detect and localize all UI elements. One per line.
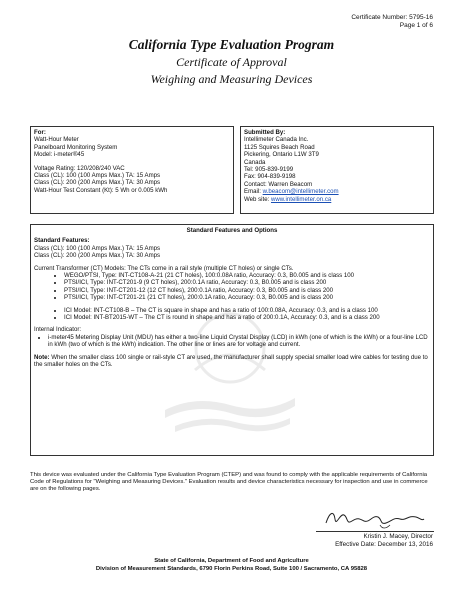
disclaimer: This device was evaluated under the California Type Evaluation Program (CTEP) and was found to comply with the applicable requirements of California Code of Regulations for "Weighing and Measuring Devices." Evaluation results and device characteristics necessary for inspection and use in commerce are on the following pages. [30, 472, 428, 493]
ct-intro: Current Transformer (CT) Models: The CTs come in a rail style (multiple CT holes) or single CTs. [34, 264, 294, 272]
company-name: Intellimeter Canada Inc. [244, 136, 309, 144]
system-name: Panelboard Monitoring System [34, 143, 118, 151]
feature-item: Class (CL): 100 (100 Amps Max.) TA: 15 Amps [34, 244, 161, 252]
features-heading: Standard Features: [34, 237, 90, 245]
class-200-rating: Class (CL): 200 (200 Amps Max.) TA: 30 Amps [34, 179, 161, 187]
email-link[interactable]: w.beacom@intellimeter.com [262, 188, 339, 196]
class-100-rating: Class (CL): 100 (100 Amps Max.) TA: 15 Amps [34, 172, 161, 180]
footer-agency: State of California, Department of Food and Agriculture [154, 558, 309, 564]
list-item: • ICI Model: INT-CT108-B – The CT is square in shape and has a ratio of 100:0.08A, Accuracy: 0.3, and is a class 100 [64, 307, 430, 314]
country: Canada [244, 158, 266, 166]
footer-address: Division of Measurement Standards, 6790 Florin Perkins Road, Suite 100 / Sacramento, CA 95828 [95, 566, 368, 572]
website-link[interactable]: www.intellimeter.on.ca [270, 195, 332, 203]
page-indicator: Page 1 of 6 [399, 22, 433, 29]
signature-icon [320, 505, 430, 531]
street-address: 1125 Squires Beach Road [244, 143, 315, 151]
signer-name: Kristin J. Macey, Director [363, 533, 433, 540]
email-row [244, 188, 430, 195]
effective-date: Effective Date: December 13, 2016 [335, 541, 433, 548]
test-constant: Watt-Hour Test Constant (Kt): 5 Wh or 0.005 kWh [34, 186, 168, 194]
signer-block [335, 533, 433, 549]
list-item: • i-meter45 Metering Display Unit (MDU) has either a two-line Liquid Crystal Display (LCD) in kWh (one of which is the kWh) or a four-line LCD in kWh (two of which is the kWh) indication. The other line or lines are for voltage and current. [48, 334, 430, 349]
certificate-title: Certificate of Approval [176, 55, 287, 69]
feature-item: Class (CL): 200 (200 Amps Max.) TA: 30 Amps [34, 252, 161, 260]
for-box [30, 126, 234, 214]
certificate-header [351, 14, 433, 30]
fax: Fax: 904-839-9198 [244, 173, 296, 181]
contact: Contact: Warren Beacom [244, 180, 313, 188]
devices-title: Weighing and Measuring Devices [150, 72, 313, 86]
email-label: Email: [244, 188, 263, 196]
telephone: Tel: 905-839-9199 [244, 166, 294, 174]
standard-features-title: Standard Features and Options [186, 227, 278, 234]
list-item: • PTSI/ICI, Type: INT-CT201-9 (9 CT holes), 200:0.1A ratio, Accuracy: 0.3, B0.005 and is class 200 [64, 279, 430, 286]
list-item: • WEGO/PTSI, Type: INT-CT108-A-21 (21 CT holes), 100:0.08A ratio, Accuracy: 0.3, B0.005 and is class 100 [64, 272, 430, 279]
program-title: California Type Evaluation Program [128, 37, 335, 52]
certificate-number: Certificate Number: 5795-16 [351, 14, 433, 21]
note-label: Note: [34, 353, 50, 361]
list-item: • ICI Model: INT-BT2015-WT – The CT is round in shape and has a ratio of 200:0.1A, Accuracy: 0.3, and is a class 200 [64, 314, 430, 321]
submitted-heading: Submitted By: [244, 129, 286, 136]
device-type: Watt-Hour Meter [34, 136, 79, 144]
seal-watermark-icon [155, 300, 305, 440]
note-text: When the smaller class 100 single or rail-style CT are used, the manufacturer shall supply special smaller load wire cables for testing due to the smaller holes on the CTs. [34, 353, 428, 369]
ct-model-list [34, 272, 430, 302]
submitted-by-box [240, 126, 434, 214]
website-row [244, 196, 430, 203]
list-item: • PTSI/ICI, Type: INT-CT201-12 (12 CT holes), 200:0.1A ratio, Accuracy: 0.3, B0.005 and is class 200 [64, 287, 430, 294]
signature-line [316, 531, 434, 532]
for-heading: For: [34, 129, 46, 136]
city-address: Pickering, Ontario L1W 3T9 [244, 151, 319, 159]
indicator-heading: Internal Indicator: [34, 326, 82, 334]
model-name: Model: i-meter®45 [34, 151, 85, 159]
website-label: Web site: [244, 195, 271, 203]
list-item: • PTSI/ICI, Type: INT-CT201-21 (21 CT holes), 200:0.1A ratio, Accuracy: 0.3, B0.005 and is class 200 [64, 294, 430, 301]
voltage-rating: Voltage Rating: 120/208/240 VAC [34, 164, 125, 172]
